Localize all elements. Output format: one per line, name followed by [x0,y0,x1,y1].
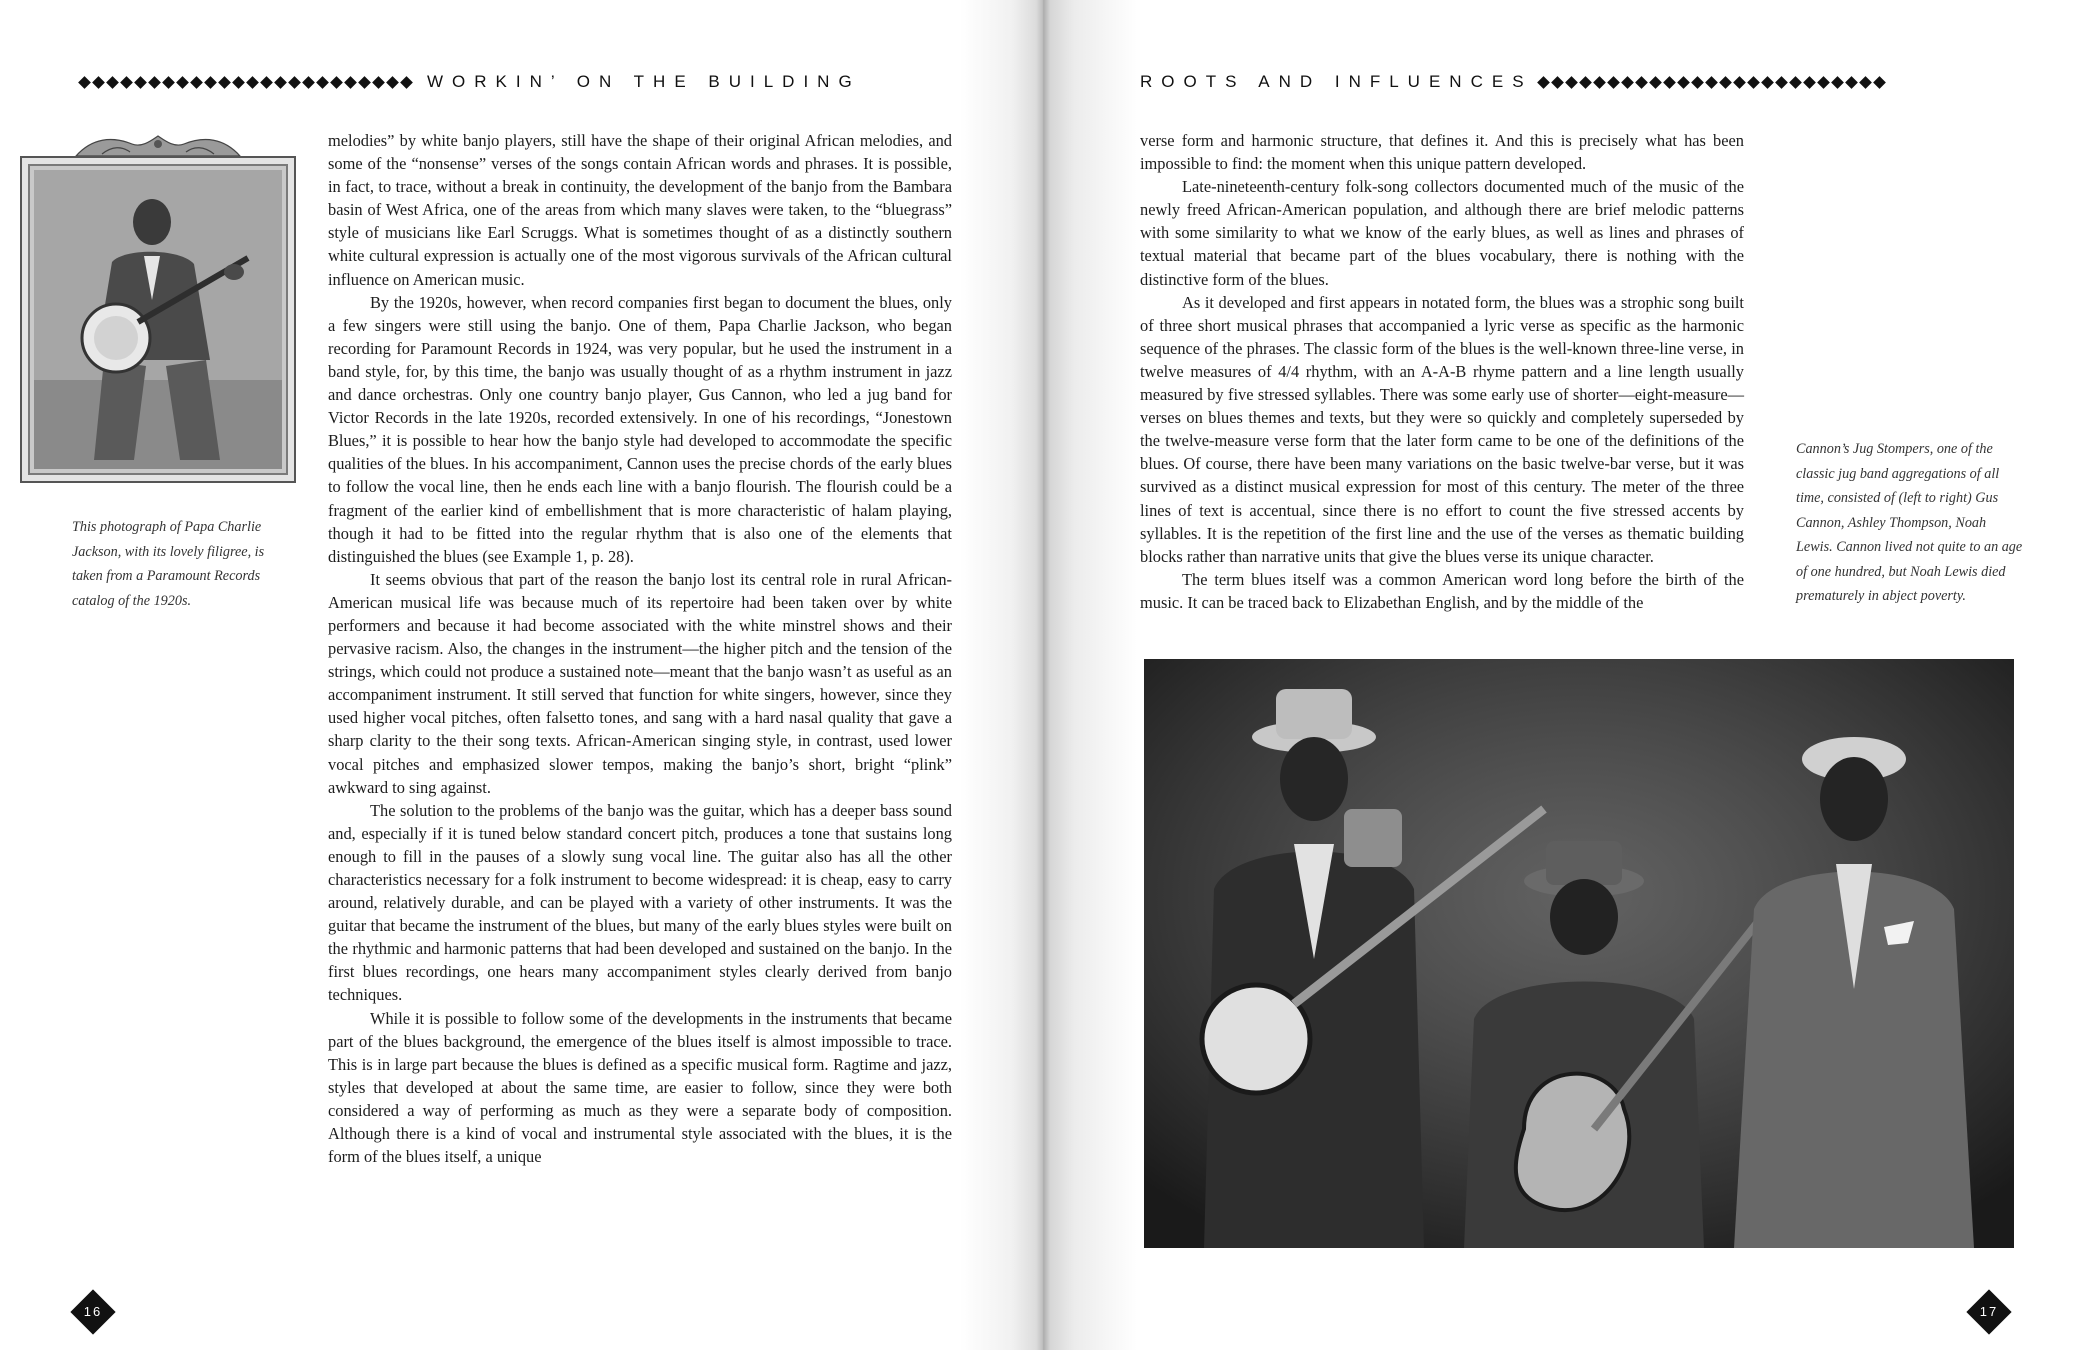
page-number-label: 16 [83,1304,103,1319]
page-number [1966,1289,2012,1335]
right-running-head [1140,68,1886,96]
running-head-title: WORKIN’ ON THE BUILDING [427,72,861,91]
right-page [1043,0,2090,1350]
papa-charlie-jackson-caption: This photograph of Papa Charlie Jackson, with its lovely filigree, is taken from a Paramount Records catalog of the 1920s. [72,519,265,609]
musician-with-banjo-image [34,170,282,469]
filigree-ornament [72,134,244,158]
right-body-text [1140,129,1744,614]
left-running-head [78,68,861,96]
page-number [70,1289,116,1335]
three-musicians-image [1144,659,2014,1248]
paragraph: The solution to the problems of the banjo was the guitar, which has a deeper bass sound and, especially if it is tuned below standard concert pitch, produces a tone that sustains long enough to fill in the pauses of a slowly sung vocal line. The guitar also has all the other characteristics necessary for a folk instrument to become widespread: it is cheap, easy to carry around, relatively durable, and can be played with a variety of other instruments. It was the guitar that became the instrument of the blues, but many of the early blues styles were built on the rhythmic and harmonic patterns that had been developed and sustained on the banjo. In the first blues recordings, one hears many accompaniment styles clearly derived from banjo techniques. [328,800,952,1005]
paragraph: As it developed and first appears in notated form, the blues was a strophic song built of three short musical phrases that accompanied a lyric verse as specific as the harmonic sequence of the phrases. The classic form of the blues is the well-known three-line verse, in twelve measures of 4/4 rhythm, with an A-A-B rhyme pattern and a line length usually measured by five stressed syllables. There was some early use of shorter—eight-measure—verses on blues themes and texts, but they were so quickly and completely superseded by the twelve-measure verse form that the later form came to be one of the definitions of the blues. Of course, there have been many variations on the basic twelve-bar verse, but it was survived as a distinct musical expression for most of this century. The meter of the three lines of text is accentual, since there is no effort to count the five stressed accents by syllables. It is the repetition of the first line and the use of the verses as thematic building blocks rather than narrative units that give the blues verse its unique character. [1140,292,1744,566]
book-gutter-shadow [1036,0,1050,1350]
page-number-label: 17 [1979,1304,1999,1319]
running-head-title: ROOTS AND INFLUENCES [1140,72,1533,91]
left-body-text [328,129,952,1168]
paragraph: By the 1920s, however, when record companies first began to document the blues, only a few singers were still using the banjo. One of them, Papa Charlie Jackson, who began recording for Paramount Records in 1924, was very popular, but he used the instrument in a band style, for, by this time, the banjo was usually thought of as a rhythm instrument in jazz and dance orchestras. Only one country banjo player, Gus Cannon, who led a jug band for Victor Records in the late 1920s, recorded extensively. In one of his recordings, “Jonestown Blues,” it is possible to hear how the banjo style had developed to accommodate the specific qualities of the blues. In his accompaniment, Cannon uses the precise chords of the early blues to follow the vocal line, then he ends each line with a banjo flourish. The flourish could be a fragment of the earlier kind of embellishment that is more characteristic of halam playing, though it had to be fitted into the regular rhythm that is also one of the elements that distinguished the blues (see Example 1, p. 28). [328,292,952,566]
paragraph: Late-nineteenth-century folk-song collectors documented much of the music of the newly freed African-American population, and although there are brief melodic patterns with some similarity to what we know of the early blues, as well as lines and phrases of textual material that became part of the blues vocabulary, there is nothing with the distinctive form of the blues. [1140,177,1744,289]
papa-charlie-jackson-photo [20,134,296,484]
cannons-jug-stompers-photo [1144,659,2014,1248]
paragraph: It seems obvious that part of the reason the banjo lost its central role in rural African-American musical life was because much of its repertoire had been taken over by white performers and because it had become associated with the white minstrel shows and their pervasive racism. Also, the changes in the instrument—the higher pitch and the tension of the strings, which could not produce a sustained note—meant that the banjo wasn’t as useful as an accompaniment instrument. It still served that function for white singers, however, since they used higher vocal pitches, often falsetto tones, and sang with a hard nasal quality that gave a sharp clarity to the their song texts. African-American singing style, in contrast, used lower vocal pitches and emphasized slower tempos, making the banjo’s short, bright “plink” awkward to sing against. [328,569,952,797]
left-page [0,0,1043,1350]
paragraph: The term blues itself was a common American word long before the birth of the music. It can be traced back to Elizabethan English, and by the middle of the [1140,569,1744,612]
paragraph: While it is possible to follow some of the developments in the instruments that became part of the blues background, the emergence of the blues itself is almost impossible to trace. This is in large part because the blues is defined as a specific musical form. Ragtime and jazz, styles that developed at about the same time, are easier to follow, since they were both considered a way of performing as much as they were a separate body of composition. Although there is a kind of vocal and instrumental style associated with the blues, it is the form of the blues itself, a unique [328,1008,952,1167]
jug-stompers-caption: Cannon’s Jug Stompers, one of the classic jug band aggregations of all time, consisted of (left to right) Gus Cannon, Ashley Thompson, Noah Lewis. Cannon lived not quite to an age of one hundred, but Noah Lewis died prematurely in abject poverty. [1796,441,2023,604]
diamond-ornament [1537,78,1886,87]
paragraph: verse form and harmonic structure, that defines it. And this is precisely what has been impossible to find: the moment when this unique pattern developed. [1140,131,1744,174]
paragraph: melodies” by white banjo players, still have the shape of their original African melodies, and some of the “nonsense” verses of the songs contain African words and phrases. It is possible, in fact, to trace, without a break in continuity, the development of the banjo from the Bambara basin of West Africa, one of the areas from which many slaves were taken, to the “bluegrass” style of musicians like Earl Scruggs. What is sometimes thought of as a distinctly southern white cultural expression is actually one of the most vigorous survivals of the African cultural influence on American music. [328,131,952,289]
diamond-ornament [78,78,413,87]
